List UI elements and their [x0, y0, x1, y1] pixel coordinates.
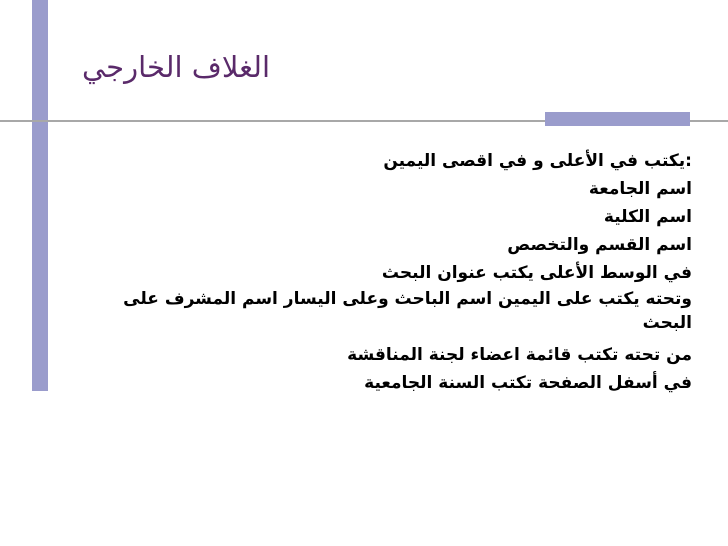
body-line: من تحته تكتب قائمة اعضاء لجنة المناقشة	[347, 345, 692, 365]
divider-accent-block	[545, 112, 690, 126]
body-line: اسم الجامعة	[588, 179, 692, 199]
body-line: في الوسط الأعلى يكتب عنوان البحث	[381, 263, 692, 283]
body-line: اسم القسم والتخصص	[507, 235, 692, 255]
slide-title: الغلاف الخارجي	[82, 50, 271, 84]
body-line: في أسفل الصفحة تكتب السنة الجامعية	[364, 373, 692, 393]
divider-line-left	[0, 120, 545, 122]
body-line: وتحته يكتب على اليمين اسم الباحث وعلى اليسار اسم المشرف على البحث	[123, 289, 692, 333]
title-divider	[0, 120, 728, 122]
body-line: :يكتب في الأعلى و في اقصى اليمين	[383, 151, 692, 171]
body-text	[78, 147, 692, 397]
body-line: اسم الكلية	[603, 207, 692, 227]
divider-line-right	[690, 120, 728, 122]
accent-vertical-bar	[32, 0, 48, 391]
